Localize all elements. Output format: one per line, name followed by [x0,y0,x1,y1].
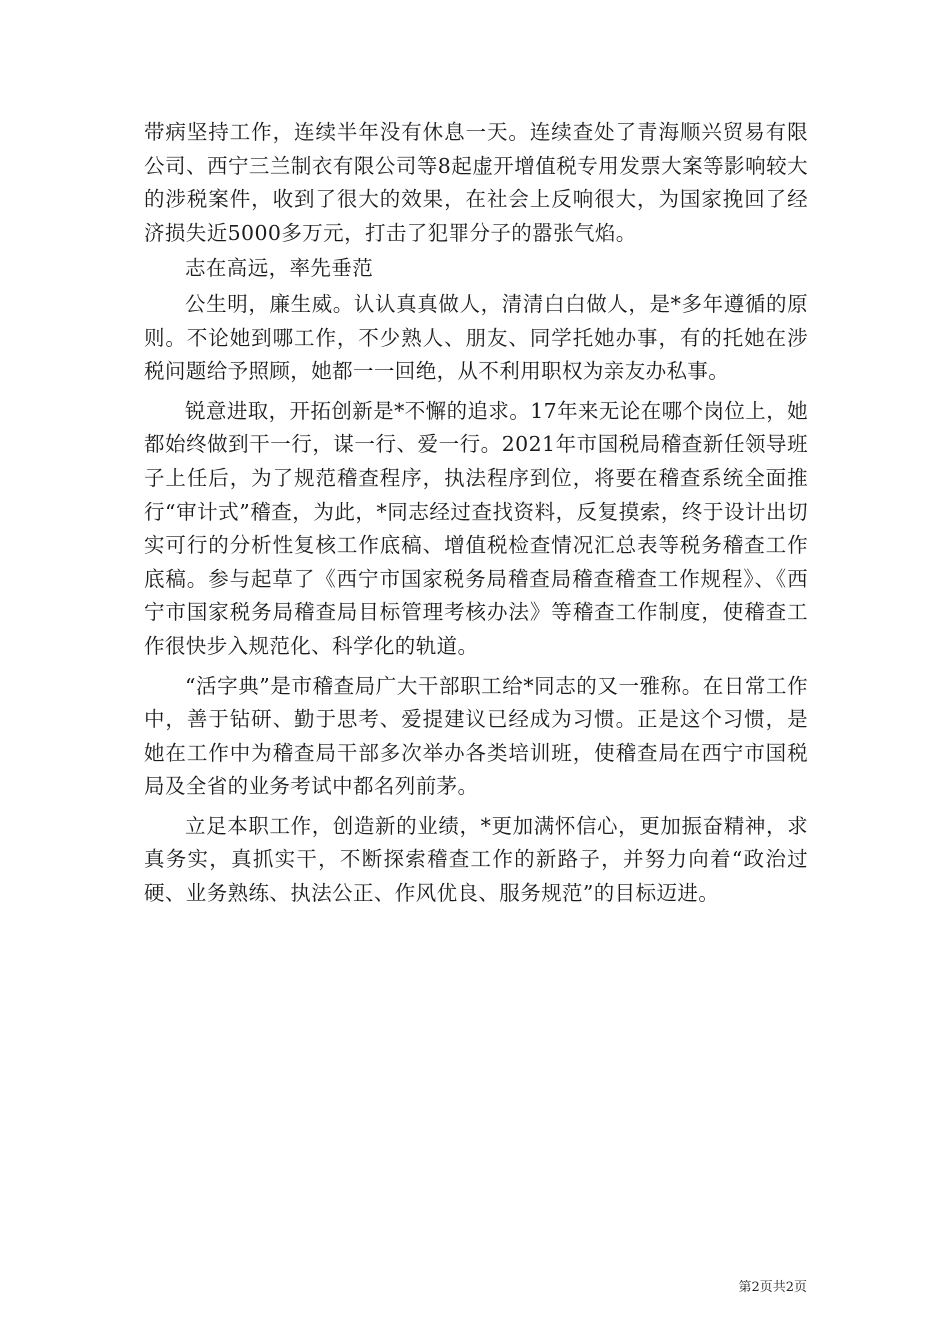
document-body [144,116,808,911]
body-paragraph: 锐意进取，开拓创新是*不懈的追求。17年来无论在哪个岗位上，她都始终做到干一行，谋一行、爱一行。2021年市国税局稽查新任领导班子上任后，为了规范稽查程序，执法程序到位，将要在稽查系统全面推行“审计式”稽查，为此，*同志经过查找资料，反复摸索，终于设计出切实可行的分析性复核工作底稿、增值税检查情况汇总表等税务稽查工作底稿。参与起草了《西宁市国家税务局稽查局稽查稽查工作规程》、《西宁市国家税务局稽查局目标管理考核办法》等稽查工作制度，使稽查工作很快步入规范化、科学化的轨道。 [144,398,808,658]
body-paragraph: 公生明，廉生威。认认真真做人，清清白白做人，是*多年遵循的原则。不论她到哪工作，不少熟人、朋友、同学托她办事，有的托她在涉税问题给予照顾，她都一一回绝，从不利用职权为亲友办私事。 [144,291,808,384]
section-heading: 志在高远，率先垂范 [185,256,374,281]
page-number-footer: 第2页共2页 [738,1280,807,1295]
body-paragraph: 立足本职工作，创造新的业绩，*更加满怀信心，更加振奋精神，求真务实，真抓实干，不断探索稽查工作的新路子，并努力向着“政治过硬、业务熟练、执法公正、作风优良、服务规范”的目标迈进。 [144,813,808,906]
body-paragraph: “活字典”是市稽查局广大干部职工给*同志的又一雅称。在日常工作中，善于钻研、勤于思考、爱提建议已经成为习惯。正是这个习惯，是她在工作中为稽查局干部多次举办各类培训班，使稽查局在西宁市国税局及全省的业务考试中都名列前茅。 [144,673,808,799]
body-paragraph: 带病坚持工作，连续半年没有休息一天。连续查处了青海顺兴贸易有限公司、西宁三兰制衣有限公司等8起虚开增值税专用发票大案等影响较大的涉税案件，收到了很大的效果，在社会上反响很大，为国家挽回了经济损失近5000多万元，打击了犯罪分子的嚣张气焰。 [144,120,808,245]
